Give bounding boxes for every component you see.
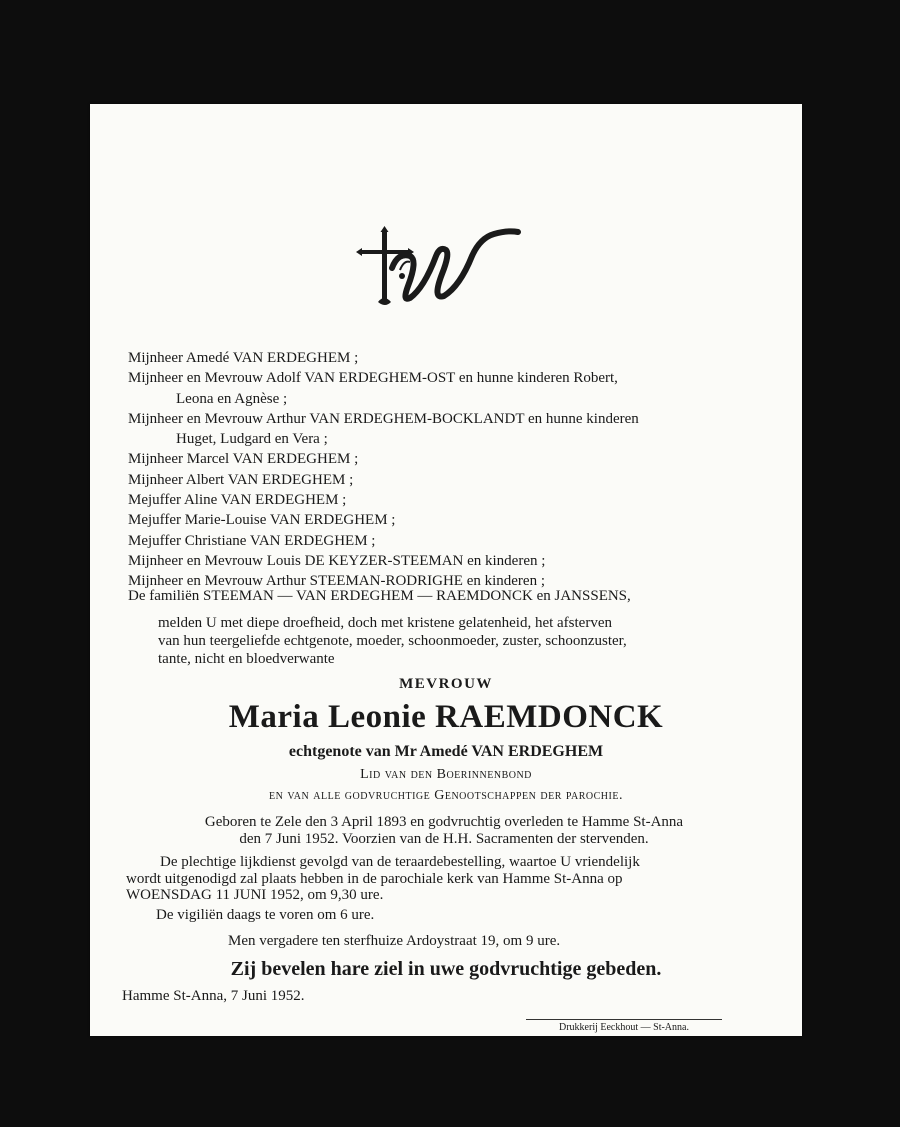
funeral-line: WOENSDAG 11 JUNI 1952, om 9,30 ure. bbox=[126, 887, 384, 903]
mourning-card bbox=[90, 104, 802, 1036]
closing-prayer: Zij bevelen hare ziel in uwe godvruchtige gebeden. bbox=[230, 958, 662, 980]
spouse-line: echtgenote van Mr Amedé VAN ERDEGHEM bbox=[288, 743, 604, 760]
birth-death-line: Geboren te Zele den 3 April 1893 en godvruchtig overleden te Hamme St-Anna bbox=[204, 814, 684, 830]
gathering-line: Men vergadere ten sterfhuize Ardoystraat 19, om 9 ure. bbox=[228, 933, 561, 949]
mourner-line: Mejuffer Aline VAN ERDEGHEM ; bbox=[128, 492, 347, 509]
announcement-line: tante, nicht en bloedverwante bbox=[158, 651, 335, 667]
funeral-line: wordt uitgenodigd zal plaats hebben in de parochiale kerk van Hamme St-Anna op bbox=[126, 870, 623, 887]
mourner-line: Mijnheer en Mevrouw Louis DE KEYZER-STEEMAN en kinderen ; bbox=[128, 552, 546, 569]
cross-M-monogram-icon bbox=[352, 224, 522, 316]
vigil-line: De vigiliën daags te voren om 6 ure. bbox=[156, 907, 375, 923]
mourner-line-continuation: Leona en Agnèse ; bbox=[176, 390, 288, 407]
birth-death-paragraph bbox=[126, 814, 762, 847]
mourner-line: Mijnheer en Mevrouw Adolf VAN ERDEGHEM-OST en hunne kinderen Robert, bbox=[128, 370, 618, 387]
funeral-line: De plechtige lijkdienst gevolgd van de teraardebestelling, waartoe U vriendelijk bbox=[160, 854, 640, 870]
membership-line-2: en van alle godvruchtige Genootschappen der parochie. bbox=[269, 788, 623, 803]
place-date: Hamme St-Anna, 7 Juni 1952. bbox=[122, 988, 305, 1004]
mourner-line-continuation: Huget, Ludgard en Vera ; bbox=[176, 431, 328, 448]
printer-divider bbox=[526, 1019, 722, 1020]
mourner-line: Mejuffer Christiane VAN ERDEGHEM ; bbox=[128, 532, 376, 549]
announcement-line: van hun teergeliefde echtgenote, moeder, schoonmoeder, zuster, schoonzuster, bbox=[158, 633, 627, 649]
birth-death-line: den 7 Juni 1952. Voorzien van de H.H. Sacramenten der stervenden. bbox=[239, 830, 649, 847]
mourner-line: Mijnheer en Mevrouw Arthur VAN ERDEGHEM-BOCKLANDT en hunne kinderen bbox=[128, 410, 639, 427]
mourner-line: Mejuffer Marie-Louise VAN ERDEGHEM ; bbox=[128, 512, 396, 529]
funeral-paragraph bbox=[126, 854, 762, 904]
announcement-paragraph bbox=[158, 614, 758, 668]
announcement-line: melden U met diepe droefheid, doch met kristene gelatenheid, het afsterven bbox=[158, 615, 612, 631]
mourner-line: Mijnheer en Mevrouw Arthur STEEMAN-RODRIGHE en kinderen ; bbox=[128, 573, 546, 590]
mourner-line: Mijnheer Amedé VAN ERDEGHEM ; bbox=[128, 350, 359, 366]
mourner-line: Mijnheer Marcel VAN ERDEGHEM ; bbox=[128, 451, 359, 468]
mourners-list bbox=[128, 348, 768, 592]
mourner-line: Mijnheer Albert VAN ERDEGHEM ; bbox=[128, 471, 354, 488]
families-line: De familiën STEEMAN — VAN ERDEGHEM — RAEMDONCK en JANSSENS, bbox=[128, 588, 631, 604]
membership-line: Lid van den Boerinnenbond bbox=[360, 767, 532, 782]
title-heading: MEVROUW bbox=[399, 676, 493, 692]
printer-credit: Drukkerij Eeckhout — St-Anna. bbox=[559, 1022, 689, 1033]
deceased-name: Maria Leonie RAEMDONCK bbox=[228, 699, 664, 735]
